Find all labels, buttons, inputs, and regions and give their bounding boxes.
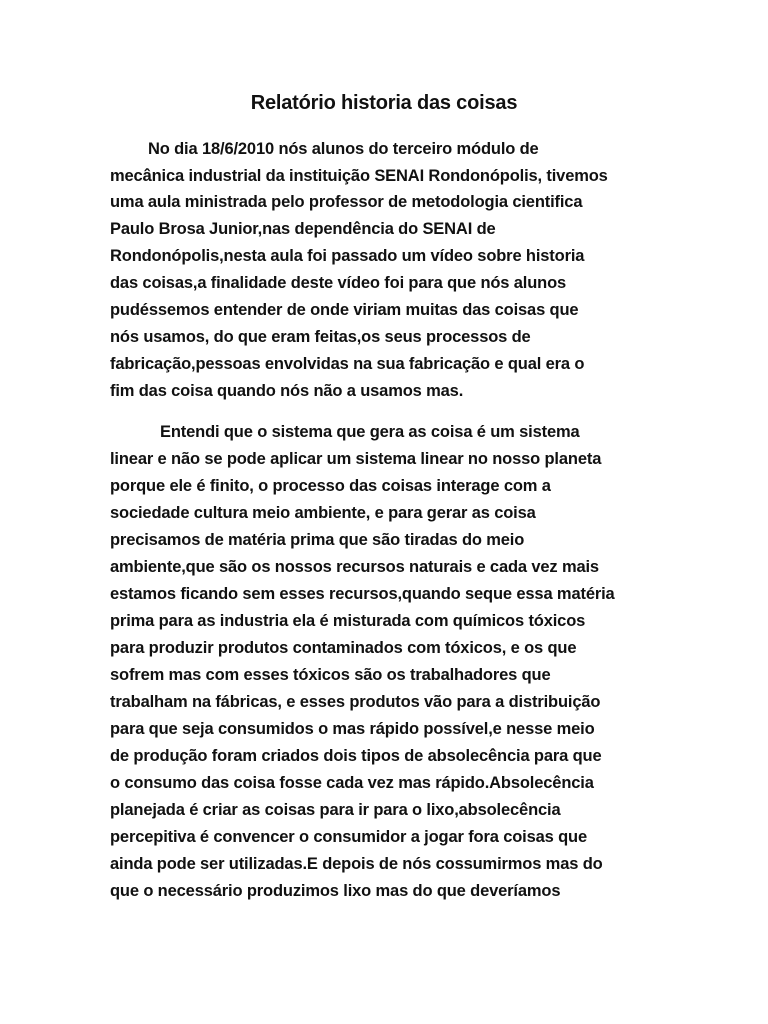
document-title: Relatório historia das coisas	[250, 92, 518, 114]
text-line: de produção foram criados dois tipos de absolecência para que	[110, 747, 602, 765]
text-line: que o necessário produzimos lixo mas do que deveríamos	[110, 882, 561, 900]
text-line: fim das coisa quando nós não a usamos mas.	[110, 382, 464, 400]
text-line: linear e não se pode aplicar um sistema linear no nosso planeta	[110, 450, 602, 468]
text-line: ambiente,que são os nossos recursos naturais e cada vez mais	[110, 558, 599, 576]
text-line: pudéssemos entender de onde viriam muitas das coisas que	[110, 301, 579, 319]
text-line: Rondonópolis,nesta aula foi passado um vídeo sobre historia	[110, 247, 585, 265]
text-line: No dia 18/6/2010 nós alunos do terceiro módulo de	[148, 140, 539, 158]
text-line: prima para as industria ela é misturada com químicos tóxicos	[110, 612, 586, 630]
text-line: precisamos de matéria prima que são tiradas do meio	[110, 531, 525, 549]
text-line: estamos ficando sem esses recursos,quando seque essa matéria	[110, 585, 615, 603]
text-line: percepitiva é convencer o consumidor a jogar fora coisas que	[110, 828, 587, 846]
text-line: o consumo das coisa fosse cada vez mas rápido.Absolecência	[110, 774, 594, 792]
text-line: para produzir produtos contaminados com tóxicos, e os que	[110, 639, 577, 657]
text-line: trabalham na fábricas, e esses produtos vão para a distribuição	[110, 693, 601, 711]
text-line: mecânica industrial da instituição SENAI Rondonópolis, tivemos	[110, 167, 608, 185]
text-line: fabricação,pessoas envolvidas na sua fabricação e qual era o	[110, 355, 585, 373]
text-line: uma aula ministrada pelo professor de metodologia cientifica	[110, 193, 583, 211]
text-line: Entendi que o sistema que gera as coisa é um sistema	[160, 423, 580, 441]
text-line: porque ele é finito, o processo das coisas interage com a	[110, 477, 551, 495]
text-line: sociedade cultura meio ambiente, e para gerar as coisa	[110, 504, 536, 522]
text-line: planejada é criar as coisas para ir para o lixo,absolecência	[110, 801, 561, 819]
text-line: para que seja consumidos o mas rápido possível,e nesse meio	[110, 720, 595, 738]
text-line: das coisas,a finalidade deste vídeo foi para que nós alunos	[110, 274, 567, 292]
text-line: Paulo Brosa Junior,nas dependência do SENAI de	[110, 220, 496, 238]
text-line: sofrem mas com esses tóxicos são os trabalhadores que	[110, 666, 551, 684]
text-line: nós usamos, do que eram feitas,os seus processos de	[110, 328, 531, 346]
text-line: ainda pode ser utilizadas.E depois de nós cossumirmos mas do	[110, 855, 603, 873]
